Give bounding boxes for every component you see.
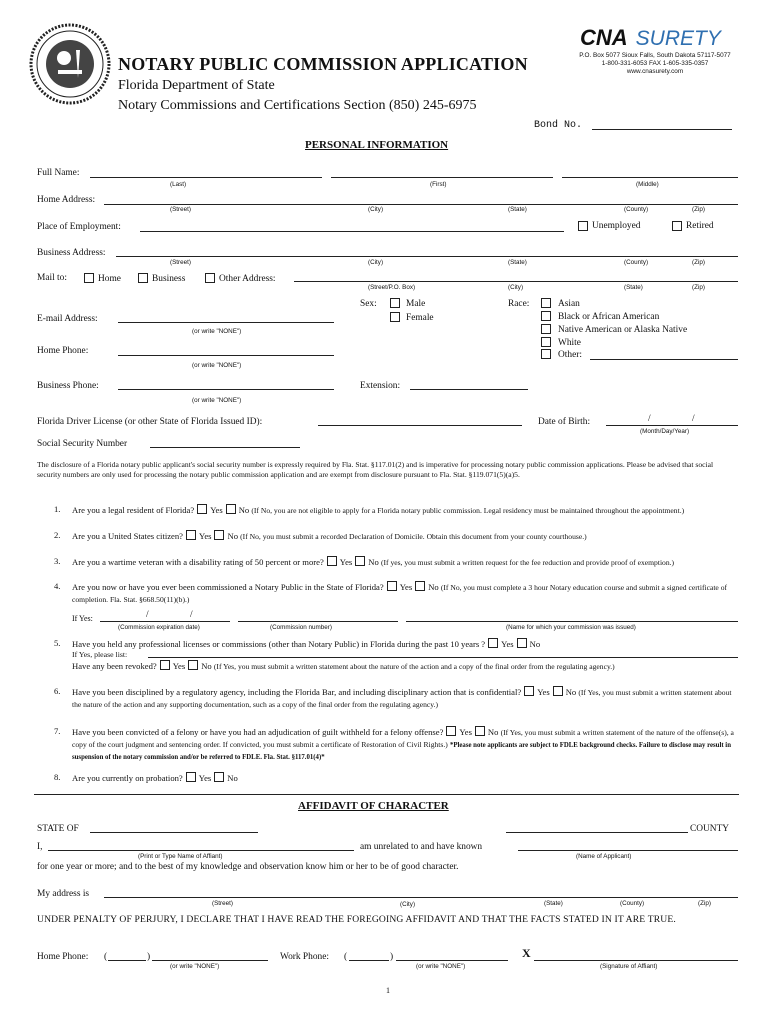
applicant-name-field[interactable] [518, 850, 738, 851]
q5-yes-label: Yes [501, 639, 514, 649]
aff-zip-caption: (Zip) [698, 900, 711, 907]
q4-yes-checkbox[interactable] [387, 581, 397, 591]
personal-info-heading: PERSONAL INFORMATION [305, 139, 449, 151]
street-po-caption: (Street/P.O. Box) [368, 284, 416, 291]
race-label: Race: [508, 299, 530, 309]
q5-revoked-yes-checkbox[interactable] [160, 660, 170, 670]
q5-note: (If Yes, you must submit a written statement about the nature of the action and a copy of the final order from the regulating agency.) [213, 662, 615, 671]
home-address-label: Home Address: [37, 195, 96, 205]
aff-city-caption: (City) [400, 901, 416, 908]
business-address-field[interactable] [116, 256, 738, 257]
perjury-declaration: UNDER PENALTY OF PERJURY, I DECLARE THAT I HAVE READ THE FOREGOING AFFIDAVIT AND THAT THE FACTS STATED IN IT ARE TRUE. [37, 914, 676, 925]
q5-number: 5. [54, 638, 61, 648]
asian-label: Asian [558, 299, 580, 309]
q5-revoked-text: Have any been revoked? [72, 661, 157, 671]
aff-home-phone-paren-open: ( [104, 952, 108, 962]
business-phone-none-caption: (or write "NONE") [192, 397, 242, 404]
q4-note: (If No, you must complete a 3 hour Notary education course and submit a signed certificate of completion. Fla. Stat. §668.50(11)(b).) [72, 583, 728, 604]
q2-note: (If No, you must submit a recorded Declaration of Domicile. Obtain this document from your county courthouse.) [240, 532, 587, 541]
email-none-caption: (or write "NONE") [192, 328, 242, 335]
unemployed-label: Unemployed [592, 221, 641, 231]
city-caption: (City) [368, 206, 384, 213]
q8-yes-checkbox[interactable] [186, 772, 196, 782]
q6-note: (If Yes, you must submit a written statement about the nature of the action and any supporting documentation, such as a copy of the final order from the regulating agency.) [72, 688, 732, 709]
q5-revoked-yes-label: Yes [172, 661, 186, 671]
q3-number: 3. [54, 556, 61, 566]
comm-exp-slash-1: / [146, 610, 149, 620]
section-phone: Notary Commissions and Certifications Section (850) 245-6975 [118, 98, 477, 113]
aff-county-caption: (County) [620, 900, 645, 907]
q2-number: 2. [54, 530, 61, 540]
retired-label: Retired [686, 221, 714, 231]
logo-surety: SURETY [635, 27, 721, 50]
q3-no-checkbox[interactable] [355, 556, 365, 566]
state-seal [28, 22, 112, 106]
q8-no-label: No [227, 773, 238, 783]
q5-no-checkbox[interactable] [517, 638, 527, 648]
state-caption: (State) [508, 259, 527, 266]
mail-home-label: Home [98, 274, 121, 284]
q1-no-checkbox[interactable] [226, 504, 236, 514]
extension-label: Extension: [360, 381, 401, 391]
affiant-name-caption: (Print or Type Name of Affiant) [138, 853, 223, 860]
q2-no-label: No [227, 531, 238, 541]
q8-text: Are you currently on probation? [72, 773, 183, 783]
q1-note: (If No, you are not eligible to apply for a Florida notary public commission. Legal residency must be maintained throughout the appointment.) [251, 506, 685, 515]
q6-no-checkbox[interactable] [553, 686, 563, 696]
ssn-field[interactable] [150, 447, 300, 448]
email-field[interactable] [118, 322, 334, 323]
q4-yes-label: Yes [399, 582, 413, 592]
black-checkbox[interactable] [541, 311, 551, 321]
q7-no-checkbox[interactable] [475, 726, 485, 736]
q8-number: 8. [54, 772, 61, 782]
other-address-field[interactable] [294, 281, 738, 282]
q6-no-label: No [565, 687, 577, 697]
department: Florida Department of State [118, 78, 275, 93]
if-yes-label: If Yes: [72, 614, 93, 623]
aff-work-none-caption: (or write "NONE") [416, 963, 466, 970]
white-label: White [558, 338, 581, 348]
home-address-field[interactable] [104, 204, 738, 205]
bond-number-field[interactable] [592, 129, 732, 130]
logo-cna: CNA [580, 25, 628, 50]
comm-name-caption: (Name for which your commission was issued) [506, 624, 636, 631]
signature-caption: (Signature of Affiant) [600, 963, 658, 970]
full-name-label: Full Name: [37, 168, 80, 178]
q1-text: Are you a legal resident of Florida? [72, 505, 195, 515]
affiant-signature-field[interactable] [534, 960, 738, 961]
sex-label: Sex: [360, 299, 377, 309]
question-4 [72, 581, 742, 605]
extension-field[interactable] [410, 389, 528, 390]
q7-fdle-warning: *Please note applicants are subject to FDLE background checks. Failure to disclose may result in suspension of the notary commission and/or be referred to FDLE. Fla. Stat. §117.01(4)* [72, 741, 731, 761]
q5-revoked [72, 660, 742, 673]
street-caption: (Street) [170, 259, 191, 266]
city-caption: (City) [508, 284, 524, 291]
ssn-disclosure: The disclosure of a Florida notary public applicant's social security number is expressly required by Fla. Stat. §117.01(2) and is imperative for processing notary public commission applications. Please be advised that social security numbers are only used for processing the notary public commission application and are exempt from disclosure pursuant to Fla. Stat. §119.071(5)(a)5. [37, 460, 714, 479]
business-address-label: Business Address: [37, 248, 106, 258]
last-caption: (Last) [170, 181, 187, 188]
q2-yes-checkbox[interactable] [186, 530, 196, 540]
q5-yes-checkbox[interactable] [488, 638, 498, 648]
aff-work-phone-label: Work Phone: [280, 952, 329, 962]
middle-caption: (Middle) [636, 181, 659, 188]
license-field[interactable] [318, 425, 522, 426]
q7-yes-checkbox[interactable] [446, 726, 456, 736]
question-3 [72, 556, 742, 569]
q4-no-label: No [428, 582, 439, 592]
home-phone-label: Home Phone: [37, 346, 89, 356]
first-name-field[interactable] [331, 177, 553, 178]
q5-revoked-no-checkbox[interactable] [188, 660, 198, 670]
white-checkbox[interactable] [541, 337, 551, 347]
employment-field[interactable] [140, 231, 564, 232]
comm-num-caption: (Commission number) [270, 624, 332, 631]
dob-field[interactable] [606, 425, 738, 426]
question-7 [72, 726, 742, 764]
asian-checkbox[interactable] [541, 298, 551, 308]
page-number: 1 [386, 986, 390, 995]
q5-list-label: If Yes, please list: [72, 650, 128, 659]
email-label: E-mail Address: [37, 314, 98, 324]
surety-address [560, 52, 750, 76]
mail-home-checkbox[interactable] [84, 273, 94, 283]
aff-work-phone-paren-open: ( [344, 952, 348, 962]
unrelated-text: am unrelated to and have known [360, 842, 483, 852]
ssn-label: Social Security Number [37, 439, 128, 449]
q4-number: 4. [54, 581, 61, 591]
q2-no-checkbox[interactable] [214, 530, 224, 540]
dob-slash-2: / [692, 414, 695, 424]
mail-other-checkbox[interactable] [205, 273, 215, 283]
native-checkbox[interactable] [541, 324, 551, 334]
unemployed-checkbox[interactable] [578, 221, 588, 231]
mail-business-checkbox[interactable] [138, 273, 148, 283]
q7-no-label: No [487, 727, 499, 737]
female-label: Female [406, 313, 434, 323]
mail-other-label: Other Address: [219, 274, 276, 284]
other-race-field[interactable] [590, 359, 738, 360]
q8-no-checkbox[interactable] [214, 772, 224, 782]
q3-text: Are you a wartime veteran with a disability rating of 50 percent or more? [72, 557, 324, 567]
dob-slash-1: / [648, 414, 651, 424]
county-label: COUNTY [690, 824, 730, 834]
aff-work-phone-paren-close: ) [390, 952, 394, 962]
aff-home-phone-field[interactable] [152, 960, 268, 961]
q2-text: Are you a United States citizen? [72, 531, 183, 541]
zip-caption: (Zip) [692, 259, 705, 266]
surety-address-line1: P.O. Box 5077 Sioux Falls, South Dakota 57117-5077 [579, 52, 731, 59]
question-8 [72, 772, 742, 784]
home-phone-none-caption: (or write "NONE") [192, 362, 242, 369]
q7-number: 7. [54, 726, 61, 736]
q3-yes-checkbox[interactable] [327, 556, 337, 566]
q1-number: 1. [54, 504, 61, 514]
home-phone-field[interactable] [118, 355, 334, 356]
q5-revoked-no-label: No [201, 661, 212, 671]
q1-no-label: No [238, 505, 250, 515]
good-character-statement: for one year or more; and to the best of my knowledge and observation know him or her to be of good character. [37, 862, 459, 872]
aff-state-caption: (State) [544, 900, 563, 907]
q3-no-label: No [368, 557, 379, 567]
q6-text: Have you been disciplined by a regulatory agency, including the Florida Bar, and including disciplinary action that is confidential? [72, 687, 522, 697]
other-race-label: Other: [558, 350, 582, 360]
q4-no-checkbox[interactable] [415, 581, 425, 591]
surety-website: www.cnasurety.com [626, 68, 684, 75]
q5-list-field[interactable] [148, 657, 738, 658]
q8-yes-label: Yes [198, 773, 212, 783]
q6-number: 6. [54, 686, 61, 696]
comm-exp-caption: (Commission expiration date) [118, 624, 200, 631]
aff-home-phone-label: Home Phone: [37, 952, 89, 962]
aff-work-phone-field[interactable] [396, 960, 508, 961]
commission-name-field[interactable] [406, 621, 738, 622]
city-caption: (City) [368, 259, 384, 266]
affiant-name-field[interactable] [48, 850, 354, 851]
section-divider [34, 794, 739, 795]
male-label: Male [406, 299, 426, 309]
first-caption: (First) [430, 181, 447, 188]
question-6 [72, 686, 742, 710]
mail-business-label: Business [152, 274, 186, 284]
affidavit-heading: AFFIDAVIT OF CHARACTER [298, 800, 449, 812]
retired-checkbox[interactable] [672, 221, 682, 231]
business-phone-field[interactable] [118, 389, 334, 390]
aff-home-area-code-field[interactable] [108, 960, 146, 961]
cna-surety-logo [580, 25, 740, 49]
commission-number-field[interactable] [238, 621, 398, 622]
q6-yes-checkbox[interactable] [524, 686, 534, 696]
county-field[interactable] [506, 832, 688, 833]
commission-expiration-field[interactable] [100, 621, 230, 622]
state-of-label: STATE OF [37, 824, 79, 834]
bond-number-label: Bond No. [534, 120, 583, 131]
last-name-field[interactable] [90, 177, 322, 178]
q7-yes-label: Yes [459, 727, 472, 737]
surety-phone-line: 1-800-331-6053 FAX 1-605-335-0357 [601, 60, 709, 67]
q7-text: Have you been convicted of a felony or have you had an adjudication of guilt withheld for a felony offense? [72, 727, 444, 737]
q5-no-label: No [529, 639, 541, 649]
employment-label: Place of Employment: [37, 222, 121, 232]
q6-yes-label: Yes [537, 687, 550, 697]
question-2 [72, 530, 742, 543]
affiant-i-label: I, [37, 842, 43, 852]
dob-format-caption: (Month/Day/Year) [640, 428, 690, 435]
native-label: Native American or Alaska Native [558, 325, 688, 335]
zip-caption: (Zip) [692, 206, 705, 213]
affiant-address-field[interactable] [104, 897, 738, 898]
license-label: Florida Driver License (or other State of Florida Issued ID): [37, 417, 263, 427]
zip-caption: (Zip) [692, 284, 705, 291]
other-race-checkbox[interactable] [541, 349, 551, 359]
county-caption: (County) [624, 259, 649, 266]
county-caption: (County) [624, 206, 649, 213]
form-title: NOTARY PUBLIC COMMISSION APPLICATION [118, 54, 528, 74]
question-5 [72, 638, 742, 650]
black-label: Black or African American [558, 312, 660, 322]
aff-street-caption: (Street) [212, 900, 233, 907]
state-of-field[interactable] [90, 832, 258, 833]
aff-home-none-caption: (or write "NONE") [170, 963, 220, 970]
middle-name-field[interactable] [562, 177, 738, 178]
question-1 [72, 504, 742, 517]
q3-note: (If yes, you must submit a written request for the fee reduction and provide proof of exemption.) [380, 558, 675, 567]
mail-to-label: Mail to: [37, 273, 67, 283]
q3-yes-label: Yes [339, 557, 353, 567]
applicant-name-caption: (Name of Applicant) [576, 853, 632, 860]
state-caption: (State) [508, 206, 527, 213]
female-checkbox[interactable] [390, 312, 400, 322]
q1-yes-label: Yes [210, 505, 223, 515]
business-phone-label: Business Phone: [37, 381, 99, 391]
street-caption: (Street) [170, 206, 191, 213]
q4-text: Are you now or have you ever been commissioned a Notary Public in the State of Florida? [72, 582, 384, 592]
q5-text: Have you held any professional licenses or commissions (other than Notary Public) in Florida during the past 10 years ? [72, 639, 486, 649]
dob-label: Date of Birth: [538, 417, 591, 427]
q2-yes-label: Yes [198, 531, 212, 541]
q7-note: (If Yes, you must submit a written statement of the nature of the offense(s), a copy of the court judgment and sentencing order. If convicted, you must submit a certificate of Restoration of Civil Rights.) [72, 728, 734, 749]
q1-yes-checkbox[interactable] [197, 504, 207, 514]
aff-home-phone-paren-close: ) [147, 952, 151, 962]
signature-x-mark: X [522, 946, 531, 960]
affiant-address-label: My address is [37, 889, 90, 899]
comm-exp-slash-2: / [190, 610, 193, 620]
male-checkbox[interactable] [390, 298, 400, 308]
aff-work-area-code-field[interactable] [349, 960, 389, 961]
state-caption: (State) [624, 284, 643, 291]
